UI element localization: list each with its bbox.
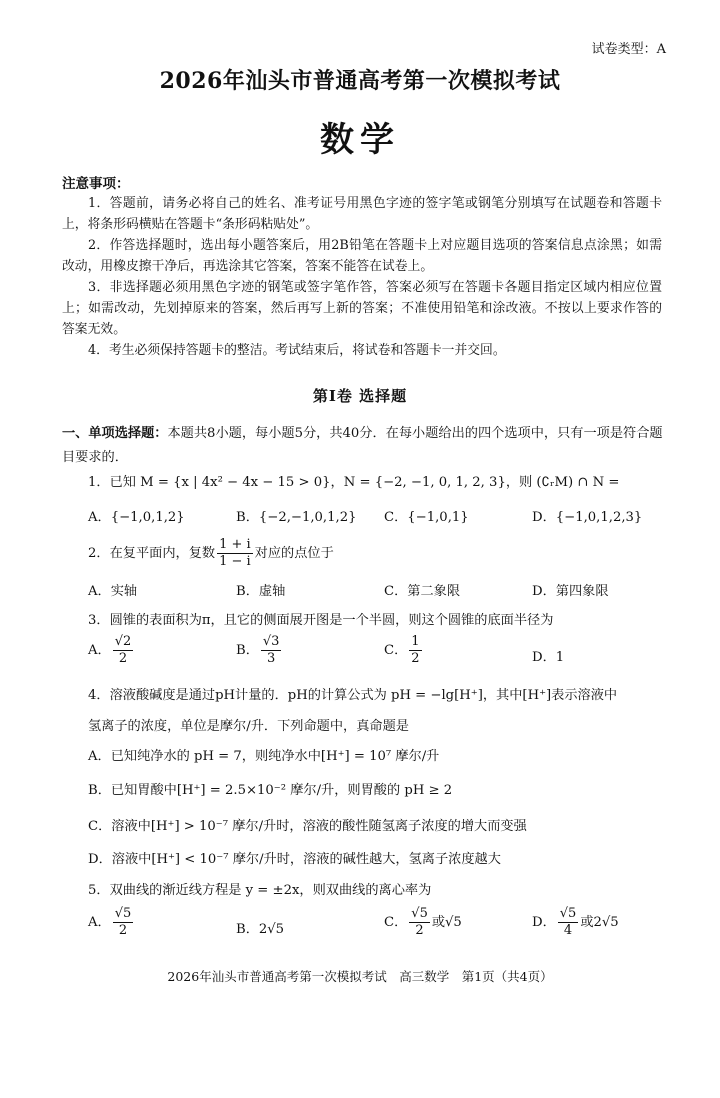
q3-a-frac (113, 634, 134, 667)
q5-option-c (384, 906, 462, 939)
exam-title: 2026年汕头市普通高考第一次模拟考试 (159, 68, 561, 94)
q2-option-d: D．第四象限 (532, 584, 609, 599)
q5-option-b: B．2√5 (236, 922, 285, 937)
q5-c-num: √5 (411, 906, 428, 921)
q3-c-den: 2 (411, 651, 420, 666)
q5-d-frac (558, 906, 579, 939)
q2-stem-pre: 2．在复平面内，复数 (88, 546, 216, 561)
q3-stem: 3．圆锥的表面积为π，且它的侧面展开图是一个半圆，则这个圆锥的底面半径为 (88, 613, 554, 628)
q3-option-d: D．1 (532, 650, 565, 665)
q3-a-den: 2 (118, 651, 128, 666)
q1-option-c: C．{−1,0,1} (384, 510, 469, 525)
q5-a-frac (113, 906, 134, 939)
q1-option-a: A．{−1,0,1,2} (88, 510, 185, 525)
q1-option-b: B．{−2,−1,0,1,2} (236, 510, 357, 525)
q4-option-c: C．溶液中[H⁺] > 10⁻⁷ 摩尔/升时，溶液的酸性随氢离子浓度的增大而变强 (88, 819, 527, 834)
q3-b-label: B． (236, 643, 259, 658)
q5-c-frac (409, 906, 430, 939)
q3-b-frac (261, 634, 282, 667)
notes-list (62, 193, 662, 361)
q5-a-den: 2 (118, 923, 128, 938)
q2-option-c: C．第二象限 (384, 584, 461, 599)
q3-a-num: √2 (114, 634, 132, 649)
q5-option-d (532, 906, 619, 939)
section-title: 第Ⅰ卷 选择题 (312, 387, 408, 405)
q4-stem-line2: 氢离子的浓度，单位是摩尔/升．下列命题中，真命题是 (88, 719, 409, 734)
q2-fraction (217, 537, 253, 570)
q2-frac-num: 1 + i (219, 537, 251, 552)
note-item: 2．作答选择题时，选出每小题答案后，用2B铅笔在答题卡上对应题目选项的答案信息点涂黑；如需改动，用橡皮擦干净后，再选涂其它答案，答案不能答在试卷上。 (62, 238, 662, 274)
part-instructions (62, 422, 666, 470)
note-item: 3．非选择题必须用黑色字迹的钢笔或签字笔作答，答案必须写在答题卡各题目指定区域内相应位置上；如需改动，先划掉原来的答案，然后再写上新的答案；不准使用铅笔和涂改液。不按以上要求作答的答案无效。 (62, 280, 662, 337)
q4-option-b: B．已知胃酸中[H⁺] = 2.5×10⁻² 摩尔/升，则胃酸的 pH ≥ 2 (88, 783, 453, 798)
q3-b-num: √3 (262, 634, 280, 649)
paper-type-label: 试卷类型：A (591, 42, 666, 57)
q5-a-num: √5 (114, 906, 132, 921)
subject-title: 数学 (320, 120, 400, 160)
q3-c-label: C． (384, 643, 408, 658)
q5-option-a (88, 906, 135, 939)
q5-c-label: C． (384, 915, 408, 930)
q3-option-a (88, 634, 135, 667)
note-item: 4．考生必须保持答题卡的整洁。考试结束后，将试卷和答题卡一并交回。 (88, 343, 506, 358)
q5-d-tail: 或2√5 (580, 915, 619, 930)
note-item: 1．答题前，请务必将自己的姓名、准考证号用黑色字迹的签字笔或钢笔分别填写在试题卷和答题卡上，将条形码横贴在答题卡“条形码粘贴处”。 (62, 196, 662, 232)
q5-d-den: 4 (563, 923, 573, 938)
q2-frac-den: 1 − i (219, 554, 251, 569)
q3-a-label: A． (88, 643, 111, 658)
q3-option-b (236, 634, 283, 667)
q2-stem-post: 对应的点位于 (254, 546, 334, 561)
q3-b-den: 3 (267, 651, 276, 666)
q3-c-frac (409, 634, 421, 667)
q3-option-c (384, 634, 424, 667)
part-heading: 一、单项选择题： (62, 426, 168, 441)
q1-option-d: D．{−1,0,1,2,3} (532, 510, 643, 525)
part-text: 本题共8小题，每小题5分，共40分．在每小题给出的四个选项中，只有一项是符合题目要求的． (62, 426, 663, 465)
q3-c-num: 1 (411, 634, 420, 649)
notes-heading: 注意事项： (62, 176, 130, 192)
q5-stem: 5．双曲线的渐近线方程是 y = ±2x，则双曲线的离心率为 (88, 883, 432, 898)
q4-option-d: D．溶液中[H⁺] < 10⁻⁷ 摩尔/升时，溶液的碱性越大，氢离子浓度越大 (88, 852, 501, 867)
q5-d-label: D． (532, 915, 556, 930)
q4-stem-line1: 4．溶液酸碱度是通过pH计量的．pH的计算公式为 pH = −lg[H⁺]，其中[H⁺]表示溶液中 (88, 688, 618, 703)
q2-option-a: A．实轴 (88, 584, 138, 599)
q2-stem (88, 537, 334, 570)
page-footer: 2026年汕头市普通高考第一次模拟考试 高三数学 第1页（共4页） (167, 969, 553, 984)
q5-d-num: √5 (559, 906, 577, 921)
q5-c-tail: 或√5 (431, 915, 462, 930)
q1-stem: 1．已知 M = {x | 4x² − 4x − 15 > 0}，N = {−2, −1, 0, 1, 2, 3}，则 (∁ᵣM) ∩ N = (88, 475, 620, 490)
q4-option-a: A．已知纯净水的 pH = 7，则纯净水中[H⁺] = 10⁷ 摩尔/升 (88, 749, 440, 764)
q5-a-label: A． (88, 915, 111, 930)
q5-c-den: 2 (415, 923, 424, 938)
q2-option-b: B．虚轴 (236, 584, 286, 599)
